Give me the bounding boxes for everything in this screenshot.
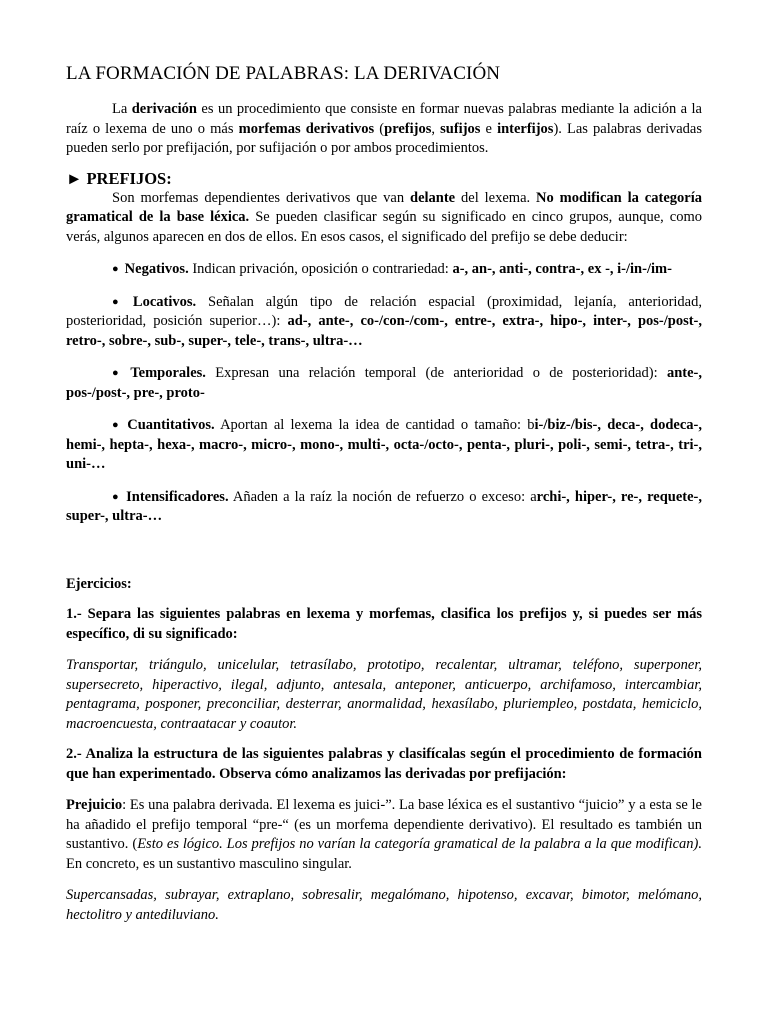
intro-text: ). Las palabras derivadas pueden serlo por prefijación, por sufijación o por ambos procedimientos. xyxy=(66,120,702,156)
prefijos-text: del lexema. xyxy=(455,189,537,206)
group-examples: a-, an-, anti-, contra-, ex -, i-/in-/im- xyxy=(452,261,672,277)
intro-term: interfijos xyxy=(497,120,554,137)
prefijos-text: Se pueden clasificar según su significado en cinco grupos, aunque, como verás, algunos aparecen en dos de ellos. En esos casos, el significado del prefijo se debe deducir: xyxy=(66,209,703,245)
group-name: Temporales. xyxy=(130,365,206,381)
exercises-title: Ejercicios: xyxy=(66,575,132,592)
prefijos-text: Son morfemas dependientes derivativos que van xyxy=(112,189,410,206)
intro-text: ( xyxy=(374,120,385,137)
group-examples-prefix-letter: b xyxy=(527,417,535,433)
bullet-icon: ● xyxy=(112,263,119,275)
group-examples: i-/biz-/bis-, deca-, dodeca-, hemi-, hepta-, hexa-, macro-, micro-, mono-, multi-, octa-/octo-, penta-, pluri-, poli-, semi-, tetra-, tri-, uni-… xyxy=(66,417,703,472)
example-italic-note: Esto es lógico. Los prefijos no varían la categoría gramatical de la palabra a la que modifican). xyxy=(137,836,702,852)
bullet-icon: ● xyxy=(112,367,125,379)
example-text: En concreto, es un sustantivo masculino singular. xyxy=(66,855,352,872)
exercise-1-word-list: Transportar, triángulo, unicelular, tetrasílabo, prototipo, recalentar, ultramar, teléfono, superponer, supersecreto, hiperactivo, ilegal, adjunto, antesala, anteponer, anticuerpo, archifamoso, intercambiar, pentagrama, posponer, preconciliar, desterrar, anormalidad, hexasílabo, pluriempleo, postdata, hemiciclo, macroencuesta, contraatacar y coautor. xyxy=(66,657,702,732)
exercise-1-question: 1.- Separa las siguientes palabras en lexema y morfemas, clasifica los prefijos y, si puedes ser más específico, di su significado: xyxy=(66,606,702,642)
group-examples: ad-, ante-, co-/con-/com-, entre-, extra-, hipo-, inter-, pos-/post-, retro-, sobre-, sub-, super-, tele-, trans-, ultra-… xyxy=(66,313,703,349)
section-heading-prefijos: ► PREFIJOS: xyxy=(66,168,172,188)
intro-text: La xyxy=(112,101,132,117)
group-description: Aportan al lexema la idea de cantidad o tamaño: xyxy=(214,417,528,433)
group-description: Señalan algún tipo de relación espacial (proximidad, lejanía, anterioridad, posterioridad, posición superior…): xyxy=(66,293,702,329)
group-name: Negativos. xyxy=(124,261,189,277)
group-name: Cuantitativos. xyxy=(127,417,215,433)
intro-term: prefijos xyxy=(384,120,432,137)
prefix-group-cuantitativos xyxy=(66,416,702,475)
group-examples: ante-, pos-/post-, pre-, proto- xyxy=(66,365,702,401)
intro-text: , xyxy=(431,120,441,137)
example-text: : Es una palabra derivada. El lexema es juici-”. La base léxica es el sustantivo “juicio” y a esta se le ha añadido el prefijo temporal “pre-“ (es un morfema dependiente derivativo). El resultado es también un sustantivo. ( xyxy=(66,797,702,852)
prefijos-term: delante xyxy=(410,189,456,206)
intro-term: morfemas derivativos xyxy=(238,120,375,137)
group-description: Indican privación, oposición o contrariedad: xyxy=(188,261,453,277)
group-description: Añaden a la raíz la noción de refuerzo o exceso: xyxy=(228,488,531,505)
prefix-group-negativos xyxy=(66,260,702,280)
prefijos-intro-paragraph xyxy=(66,189,702,248)
prefix-group-temporales xyxy=(66,364,702,403)
intro-term: sufijos xyxy=(440,120,481,137)
group-examples: rchi-, hiper-, re-, requete-, super-, ultra-… xyxy=(66,488,702,524)
group-examples-prefix-letter: a xyxy=(530,488,537,505)
intro-paragraph xyxy=(66,100,702,159)
intro-term: derivación xyxy=(131,101,197,117)
exercise-2-question: 2.- Analiza la estructura de las siguientes palabras y clasifícalas según el procedimiento de formación que han experimentado. Observa cómo analizamos las derivadas por prefijación: xyxy=(66,746,702,782)
prefix-group-intensificadores xyxy=(66,488,702,527)
bullet-icon: ● xyxy=(112,419,122,431)
group-name: Intensificadores. xyxy=(126,488,229,505)
exercise-2-example xyxy=(66,796,702,874)
prefix-group-locativos xyxy=(66,293,702,352)
intro-text: e xyxy=(480,120,498,137)
group-name: Locativos. xyxy=(132,293,197,310)
page-title: LA FORMACIÓN DE PALABRAS: LA DERIVACIÓN xyxy=(66,63,501,84)
prefijos-term: No modifican la categoría gramatical de la base léxica. xyxy=(66,189,702,225)
bullet-icon: ● xyxy=(112,295,127,308)
exercise-2-word-list: Supercansadas, subrayar, extraplano, sobresalir, megalómano, hipotenso, excavar, bimotor, melómano, hectolitro y antediluviano. xyxy=(66,887,702,923)
example-word: Prejuicio xyxy=(66,797,123,813)
intro-text: es un procedimiento que consiste en formar nuevas palabras mediante la adición a la raíz o lexema de uno o más xyxy=(66,101,702,137)
bullet-icon: ● xyxy=(112,490,121,503)
group-description: Expresan una relación temporal (de anterioridad o de posterioridad): xyxy=(205,365,667,381)
